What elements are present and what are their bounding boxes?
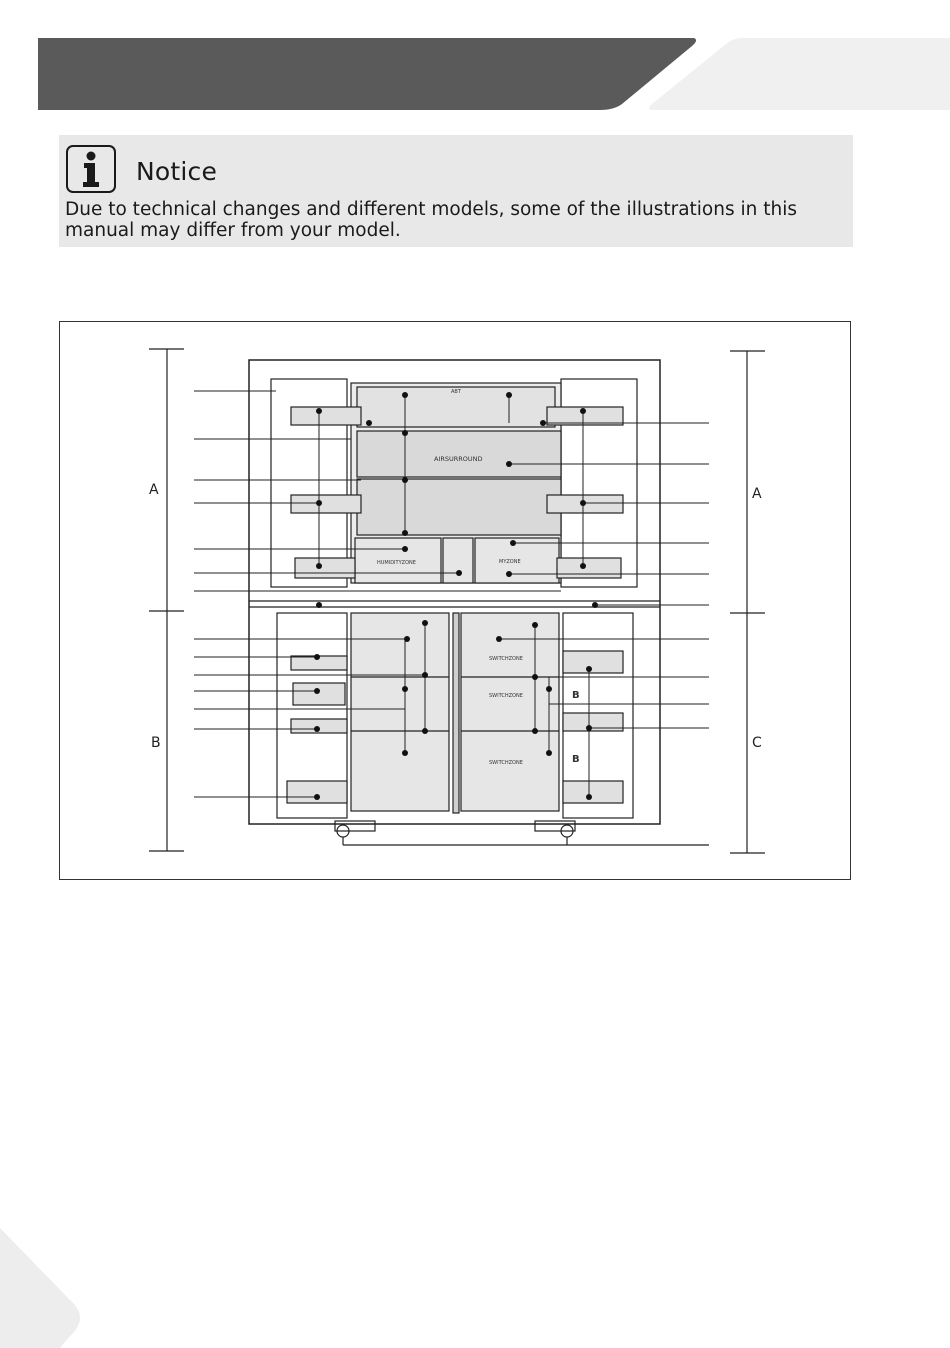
section-label-b: B <box>151 735 161 751</box>
notice-text: Due to technical changes and different models, some of the illustrations in this manual may differ from your model. <box>65 199 797 241</box>
notice-box <box>59 135 853 247</box>
door-mark-2: B <box>572 754 580 765</box>
notice-title: Notice <box>136 157 218 186</box>
switchzone-label-3: SWITCHZONE <box>489 760 523 766</box>
page-corner-decoration <box>0 1228 90 1348</box>
humidityzone-label: HUMIDITYZONE <box>377 560 416 566</box>
switchzone-label-1: SWITCHZONE <box>489 656 523 662</box>
abt-label: ABT <box>451 389 461 395</box>
refrigerator-diagram <box>59 321 851 880</box>
section-label-a-right: A <box>752 486 762 502</box>
switchzone-label-2: SWITCHZONE <box>489 693 523 699</box>
door-mark-1: B <box>572 690 580 701</box>
info-icon <box>65 144 117 194</box>
fridge-illustration <box>60 322 852 881</box>
header-banner <box>0 0 950 120</box>
airsurround-label: AIRSURROUND <box>434 455 483 463</box>
section-label-a-left: A <box>149 482 159 498</box>
section-label-c: C <box>752 735 762 751</box>
myzone-label: MYZONE <box>499 559 521 565</box>
